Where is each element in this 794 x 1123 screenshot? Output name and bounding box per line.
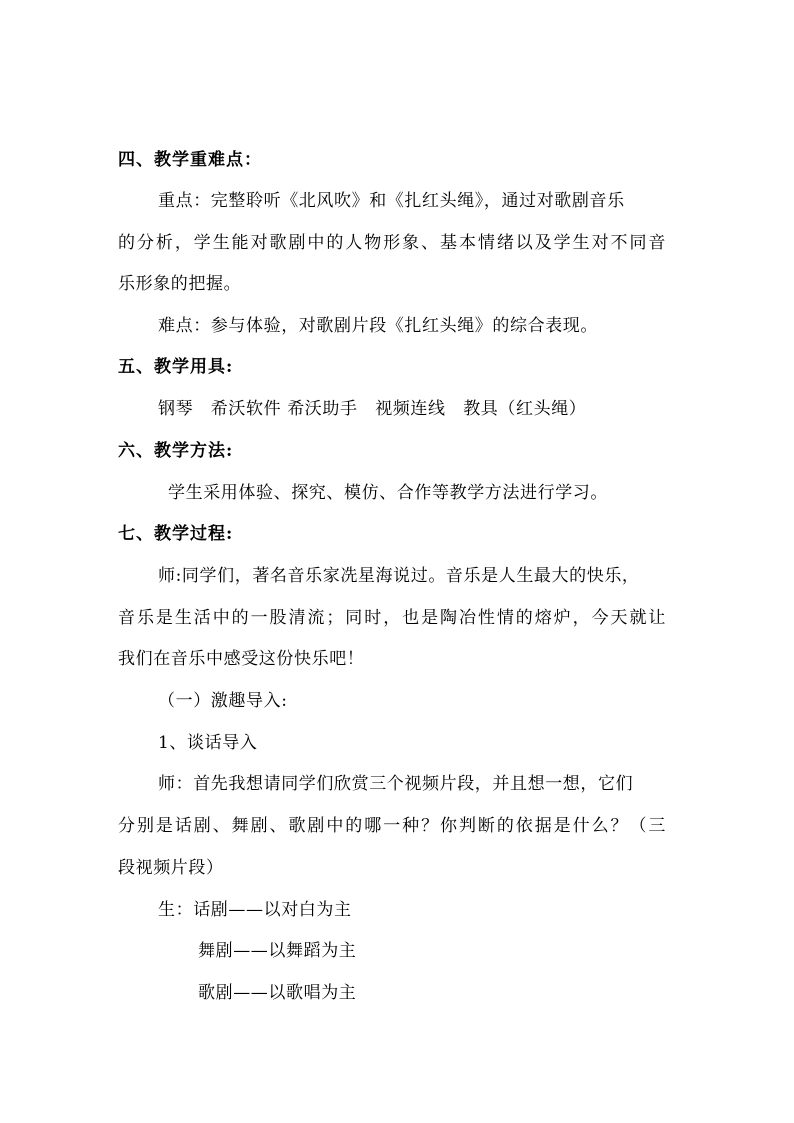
intro-line-1: 师:同学们，著名音乐家冼星海说过。音乐是人生最大的快乐，	[158, 566, 640, 586]
section-heading-7: 七、教学过程:	[118, 524, 234, 544]
subsection-item-1: 1、谈话导入	[158, 733, 258, 753]
student-answer-line-1: 生：话剧——以对白为主	[158, 900, 352, 920]
teaching-tools-line: 钢琴 希沃软件 希沃助手 视频连线 教具（红头绳）	[158, 399, 587, 419]
key-point-line-3: 乐形象的把握。	[118, 274, 242, 294]
teacher-question-line-1: 师：首先我想请同学们欣赏三个视频片段，并且想一想，它们	[158, 774, 634, 794]
student-answer-line-2: 舞剧——以舞蹈为主	[198, 941, 357, 961]
student-answer-line-3: 歌剧——以歌唱为主	[198, 983, 357, 1003]
section-heading-6: 六、教学方法:	[118, 441, 234, 461]
intro-line-2: 音乐是生活中的一股清流；同时，也是陶冶性情的熔炉，今天就让	[118, 608, 666, 628]
teacher-question-line-3: 段视频片段）	[118, 858, 224, 878]
teacher-question-line-2: 分别是话剧、舞剧、歌剧中的哪一种？你判断的依据是什么？（三	[118, 816, 666, 836]
section-heading-4: 四、教学重难点：	[118, 150, 262, 170]
subsection-heading-1: （一）激趣导入:	[158, 691, 288, 711]
difficulty-line: 难点：参与体验，对歌剧片段《扎红头绳》的综合表现。	[158, 316, 598, 336]
key-point-line-2: 的分析，学生能对歌剧中的人物形象、基本情绪以及学生对不同音	[118, 233, 666, 253]
teaching-methods-line: 学生采用体验、探究、模仿、合作等教学方法进行学习。	[168, 483, 608, 503]
key-point-line-1: 重点：完整聆听《北风吹》和《扎红头绳》，通过对歌剧音乐	[158, 191, 625, 211]
intro-line-3: 我们在音乐中感受这份快乐吧！	[118, 649, 365, 669]
section-heading-5: 五、教学用具:	[118, 357, 234, 377]
